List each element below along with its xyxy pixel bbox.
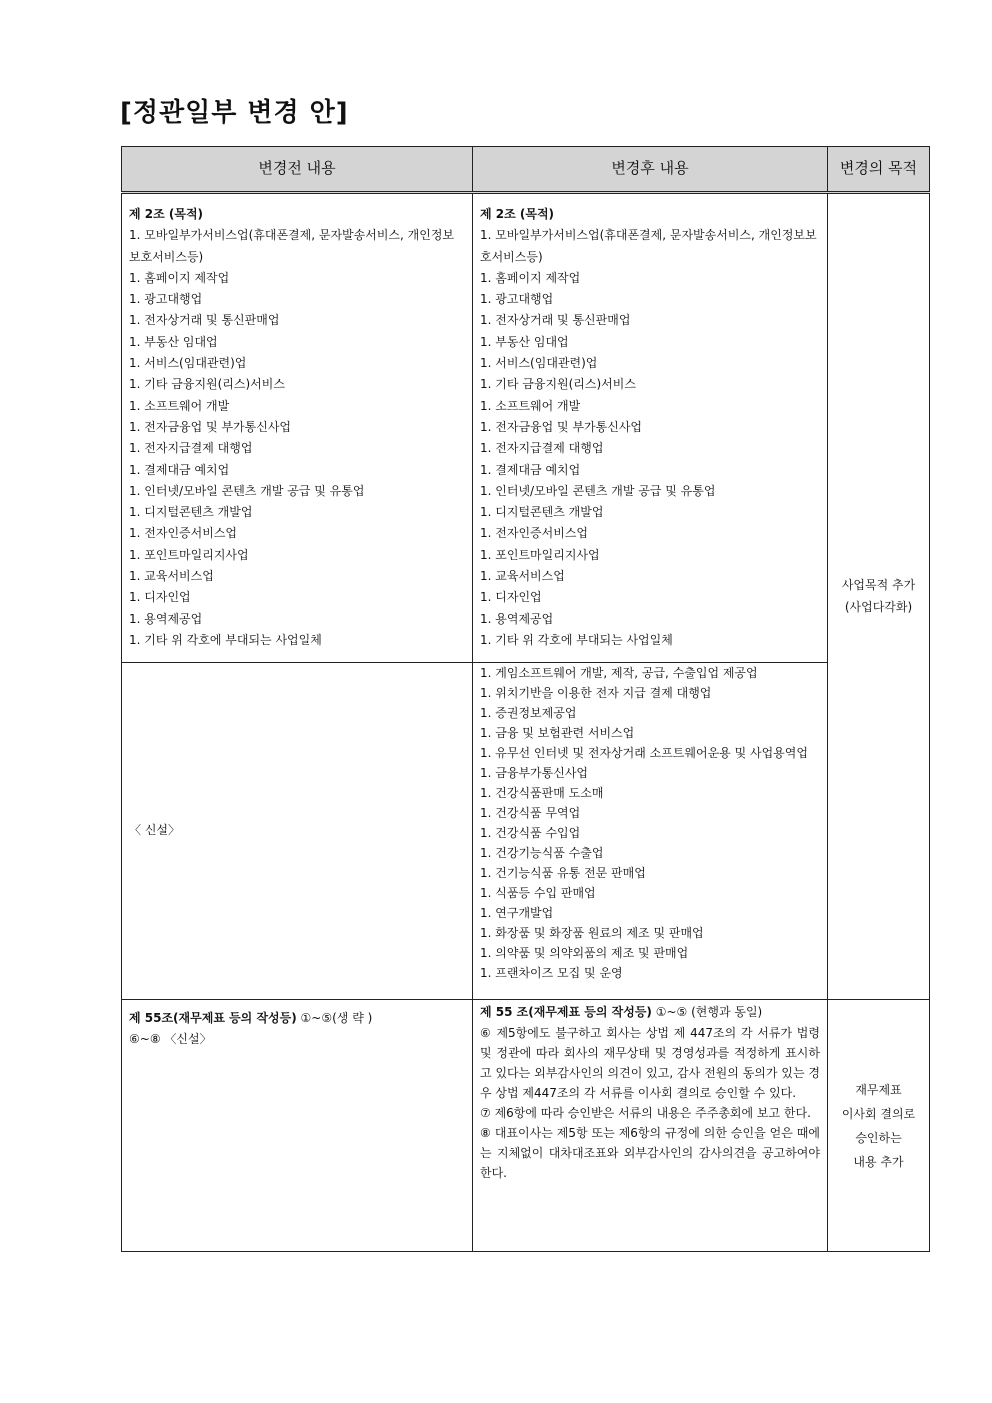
list-item: 1. 전자인증서비스업 — [129, 526, 238, 541]
art55-purpose-cell — [828, 1000, 930, 1252]
list-item: 1. 부동산 임대업 — [129, 334, 218, 349]
art55-after-title: 제 55 조(재무제표 등의 작성등) — [480, 1005, 652, 1019]
list-item: 1. 금융 및 보험관련 서비스업 — [480, 726, 635, 740]
art55-before-line2: ⑥~⑧ 〈신설〉 — [129, 1032, 212, 1047]
list-item: 1. 건기능식품 유통 전문 판매업 — [480, 866, 646, 880]
list-item: 1. 포인트마일리지사업 — [480, 547, 600, 562]
list-item: 1. 기타 위 각호에 부대되는 사업일체 — [480, 632, 673, 647]
list-item: 1. 결제대금 예치업 — [480, 462, 581, 477]
list-item: 1. 소프트웨어 개발 — [129, 398, 230, 413]
list-item: 1. 건강기능식품 수출업 — [480, 846, 604, 860]
list-item: 1. 건강식품판매 도소매 — [480, 786, 604, 800]
art55-before-title: 제 55조(재무제표 등의 작성등) — [129, 1011, 297, 1025]
art2-after-cell — [473, 193, 828, 663]
list-item: 1. 건강식품 수입업 — [480, 826, 581, 840]
list-item: 1. 의약품 및 의약외품의 제조 및 판매업 — [480, 946, 689, 960]
list-item: 1. 광고대행업 — [480, 292, 554, 307]
list-item: 1. 식품등 수입 판매업 — [480, 886, 596, 900]
list-item: 1. 프랜차이즈 모집 및 운영 — [480, 966, 623, 980]
art55-purpose-line3: 승인하는 — [855, 1130, 902, 1145]
table-header-row — [122, 147, 930, 193]
new-after-cell — [473, 663, 828, 1000]
art55-after-cell — [473, 1000, 828, 1252]
art2-purpose-line1: 사업목적 추가 — [841, 578, 916, 593]
list-item: 1. 홈페이지 제작업 — [480, 270, 581, 285]
list-item: 1. 디지털콘텐츠 개발업 — [129, 505, 253, 520]
list-item: 1. 소프트웨어 개발 — [480, 398, 581, 413]
list-item: 1. 디자인업 — [480, 590, 542, 605]
list-item: 1. 부동산 임대업 — [480, 334, 569, 349]
list-item: 1. 인터넷/모바일 콘텐츠 개발 공급 및 유통업 — [129, 483, 365, 498]
art2-before-list — [129, 225, 465, 651]
list-item: 1. 유무선 인터넷 및 전자상거래 소프트웨어운용 및 사업용역업 — [480, 746, 808, 760]
list-item: 1. 전자금융업 및 부가통신사업 — [129, 419, 291, 434]
list-item: 1. 모바일부가서비스업(휴대폰결제, 문자발송서비스, 개인정보보호서비스등) — [129, 228, 455, 264]
list-item: 1. 금융부가통신사업 — [480, 766, 589, 780]
list-item: 1. 건강식품 무역업 — [480, 806, 581, 820]
art55-purpose-line4: 내용 추가 — [853, 1154, 904, 1169]
list-item: 1. 포인트마일리지사업 — [129, 547, 249, 562]
art2-before-cell — [122, 193, 473, 663]
art55-purpose-line1: 재무제표 — [855, 1082, 902, 1097]
art55-after-paragraph-6: ⑥ 제5항에도 불구하고 회사는 상법 제 447조의 각 서류가 법령 및 정관에 따라 회사의 재무상태 및 경영성과를 적정하게 표시하고 있다는 외부감사인의 의견이 있고, 감사 전원의 동의가 있는 경우 상법 제447조의 각 서류를 이사회 결의로 승인할 수 있다. — [480, 1026, 820, 1101]
list-item: 1. 디지털콘텐츠 개발업 — [480, 505, 604, 520]
new-before-cell — [122, 663, 473, 1000]
art2-purpose-cell — [828, 193, 930, 1000]
list-item: 1. 연구개발업 — [480, 906, 554, 920]
list-item: 1. 인터넷/모바일 콘텐츠 개발 공급 및 유통업 — [480, 483, 716, 498]
art55-after-paragraph-8: ⑧ 대표이사는 제5항 또는 제6항의 규정에 의한 승인을 얻은 때에는 지체없이 대차대조표와 외부감사인의 감사의견을 공고하여야 한다. — [480, 1126, 820, 1181]
page-title: [정관일부 변경 안] — [120, 98, 349, 128]
list-item: 1. 전자인증서비스업 — [480, 526, 589, 541]
table-row-article-55 — [122, 1000, 930, 1252]
art55-before-cell — [122, 1000, 473, 1252]
list-item: 1. 전자지급결제 대행업 — [480, 441, 604, 456]
art55-after-paragraph-7: ⑦ 제6항에 따라 승인받은 서류의 내용은 주주총회에 보고 한다. — [480, 1106, 811, 1121]
list-item: 1. 전자지급결제 대행업 — [129, 441, 253, 456]
list-item: 1. 용역제공업 — [480, 611, 554, 626]
new-after-list — [480, 663, 820, 983]
art2-purpose-line2: (사업다각화) — [844, 599, 913, 614]
list-item: 1. 결제대금 예치업 — [129, 462, 230, 477]
list-item: 1. 교육서비스업 — [480, 569, 565, 584]
list-item: 1. 기타 위 각호에 부대되는 사업일체 — [129, 632, 322, 647]
header-before: 변경전 내용 — [122, 147, 473, 193]
list-item: 1. 광고대행업 — [129, 292, 203, 307]
list-item: 1. 기타 금융지원(리스)서비스 — [129, 377, 285, 392]
list-item: 1. 기타 금융지원(리스)서비스 — [480, 377, 636, 392]
list-item: 1. 모바일부가서비스업(휴대폰결제, 문자발송서비스, 개인정보보호서비스등) — [480, 228, 817, 264]
list-item: 1. 용역제공업 — [129, 611, 203, 626]
header-after: 변경후 내용 — [473, 147, 828, 193]
art2-before-title: 제 2조 (목적) — [129, 207, 204, 221]
art2-after-list — [480, 225, 820, 651]
list-item: 1. 교육서비스업 — [129, 569, 214, 584]
art55-purpose-line2: 이사회 결의로 — [841, 1106, 916, 1121]
art55-before-title-suffix: ①~⑤(생 략 ) — [296, 1011, 373, 1025]
art55-after-title-suffix: ①~⑤ (현행과 동일) — [651, 1005, 763, 1019]
table-row-new — [122, 663, 930, 1000]
list-item: 1. 전자금융업 및 부가통신사업 — [480, 419, 642, 434]
header-purpose: 변경의 목적 — [828, 147, 930, 193]
list-item: 1. 게임소프트웨어 개발, 제작, 공급, 수출입업 제공업 — [480, 666, 758, 680]
list-item: 1. 화장품 및 화장품 원료의 제조 및 판매업 — [480, 926, 704, 940]
table-row-article-2 — [122, 193, 930, 663]
new-before-text: 〈 신설〉 — [129, 823, 180, 838]
list-item: 1. 전자상거래 및 통신판매업 — [129, 313, 280, 328]
list-item: 1. 증권정보제공업 — [480, 706, 577, 720]
list-item: 1. 전자상거래 및 통신판매업 — [480, 313, 631, 328]
list-item: 1. 홈페이지 제작업 — [129, 270, 230, 285]
list-item: 1. 위치기반을 이용한 전자 지급 결제 대행업 — [480, 686, 712, 700]
list-item: 1. 서비스(임대관련)업 — [480, 356, 598, 371]
list-item: 1. 디자인업 — [129, 590, 191, 605]
list-item: 1. 서비스(임대관련)업 — [129, 356, 247, 371]
amendment-table — [121, 146, 930, 1252]
art2-after-title: 제 2조 (목적) — [480, 207, 555, 221]
